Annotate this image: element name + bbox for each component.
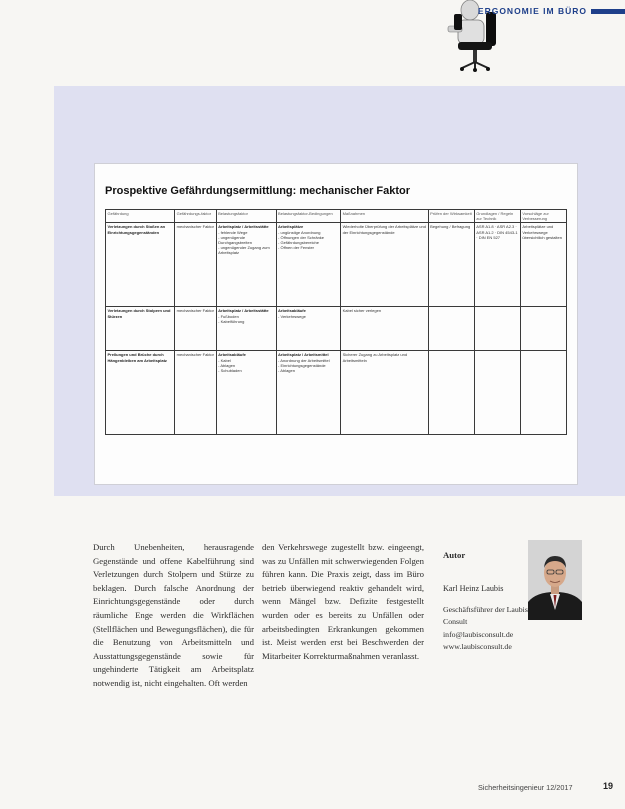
hazard-table bbox=[105, 209, 567, 435]
page-number: 19 bbox=[603, 781, 614, 791]
column-header: Gefährdungs-faktor bbox=[175, 210, 216, 223]
condition-cell: Arbeitsplätze - ungünstige Anordnung - Öffnungen der Schränke - Gefährdungsbereiche - Öffnen der Fenster bbox=[276, 223, 341, 307]
author-email[interactable]: info@laubisconsult.de bbox=[443, 629, 514, 639]
column-header: Gefährdung bbox=[106, 210, 175, 223]
condition-cell: Arbeitsplatz / Arbeitsmittel - Anordnung der Arbeitsmittel - Einrichtungsgegenstände - Ablagen bbox=[276, 351, 341, 435]
hazard-cell: Prellungen und Brüche durch Hängenbleiben am Arbeitsplatz bbox=[106, 351, 175, 435]
author-name: Karl Heinz Laubis bbox=[443, 584, 504, 593]
measures-cell: Wiederholte Überprüfung der Arbeitsplätze und der Einrichtungsgegenstände bbox=[341, 223, 429, 307]
body-text-column-two: den Verkehrswege zugestellt bzw. eingeengt, was zu Unfällen mit schwerwiegenden Folgen führen kann. Die Praxis zeigt, dass im Büro betrieb überwiegend reaktiv gehandelt wird, wenn Mängel bzw. Defizite festgestellt wurden oder es bereits zu Unfällen oder arbeitsbedingten Erkrankungen gekommen ist. Meist werden erst bei Beschwerden der Mitarbeiter Korrekturmaßnahmen veranlasst. bbox=[262, 542, 424, 661]
column-header: Belastungsfaktor-Bedingungen bbox=[276, 210, 341, 223]
measures-cell: Sicherer Zugang zu Arbeitsplatz und Arbeitsmitteln bbox=[341, 351, 429, 435]
table-row bbox=[106, 351, 567, 435]
header-accent-bar bbox=[591, 9, 625, 14]
table-row bbox=[106, 223, 567, 307]
table-header-row bbox=[106, 210, 567, 223]
measures-cell: Kabel sicher verlegen bbox=[341, 307, 429, 351]
load-cell: Arbeitsabläufe - Kabel - Ablagen - Schubladen bbox=[216, 351, 276, 435]
section-label: ERGONOMIE IM BÜRO bbox=[477, 6, 587, 16]
factor-cell: mechanischer Faktor bbox=[175, 307, 216, 351]
check-cell: Begehung / Befragung bbox=[428, 223, 474, 307]
table-row bbox=[106, 307, 567, 351]
hazard-table-box bbox=[94, 163, 578, 485]
condition-cell: Arbeitsabläufe - Verkehrswege bbox=[276, 307, 341, 351]
hazard-cell: Verletzungen durch Stoßen an Einrichtungsgegenständen bbox=[106, 223, 175, 307]
proposals-cell bbox=[520, 307, 566, 351]
proposals-cell: Arbeitsplätze und Verkehrswege übersichtlich gestalten bbox=[520, 223, 566, 307]
factor-cell: mechanischer Faktor bbox=[175, 351, 216, 435]
load-cell: Arbeitsplatz / Arbeitsstätte - fehlende Wege - ungenügende Durchgangsbreiten - ungenügender Zugang zum Arbeitsplatz bbox=[216, 223, 276, 307]
factor-cell: mechanischer Faktor bbox=[175, 223, 216, 307]
column-header: Belastungsfaktor bbox=[216, 210, 276, 223]
rules-cell bbox=[474, 307, 520, 351]
proposals-cell bbox=[520, 351, 566, 435]
author-role: Geschäftsführer der Laubis Consult bbox=[443, 605, 528, 627]
rules-cell: ASR A1.8 · ASR A2.3 · ASR A1.2 · DIN 4543-1 · DIN EN 527 bbox=[474, 223, 520, 307]
hazard-cell: Verletzungen durch Stolpern und Stürzen bbox=[106, 307, 175, 351]
check-cell bbox=[428, 351, 474, 435]
author-website[interactable]: www.laubisconsult.de bbox=[443, 642, 512, 652]
body-text-column-one: Durch Unebenheiten, herausragende Gegenstände und offene Kabelführung sind Verletzungen durch Stolpern und Stürze zu beklagen. Durch falsche Anordnung der Einrichtungsgegenstände oder durch räumliche Enge werden die Wirkflächen (Stellflächen und Bewegungsflächen), die für die Benutzung von Arbeitsmitteln und Ausstattungsgegenstände sowie für ungehinderte Tätigkeit am Arbeitsplatz notwendig ist, nicht eingehalten. Oft werden bbox=[93, 542, 254, 688]
author-info bbox=[443, 604, 539, 654]
column-header: Grundlagen / Regeln zur Technik bbox=[474, 210, 520, 223]
rules-cell bbox=[474, 351, 520, 435]
box-title: Prospektive Gefährdungsermittlung: mechanischer Faktor bbox=[105, 185, 411, 197]
journal-issue: Sicherheitsingenieur 12/2017 bbox=[478, 783, 573, 792]
column-header: Prüfen der Wirksamkeit bbox=[428, 210, 474, 223]
column-header: Maßnahmen bbox=[341, 210, 429, 223]
load-cell: Arbeitsplatz / Arbeitsstätte - Fußboden - Kabelführung bbox=[216, 307, 276, 351]
check-cell bbox=[428, 307, 474, 351]
author-heading: Autor bbox=[443, 550, 466, 560]
column-header: Vorschläge zur Verbesserung bbox=[520, 210, 566, 223]
